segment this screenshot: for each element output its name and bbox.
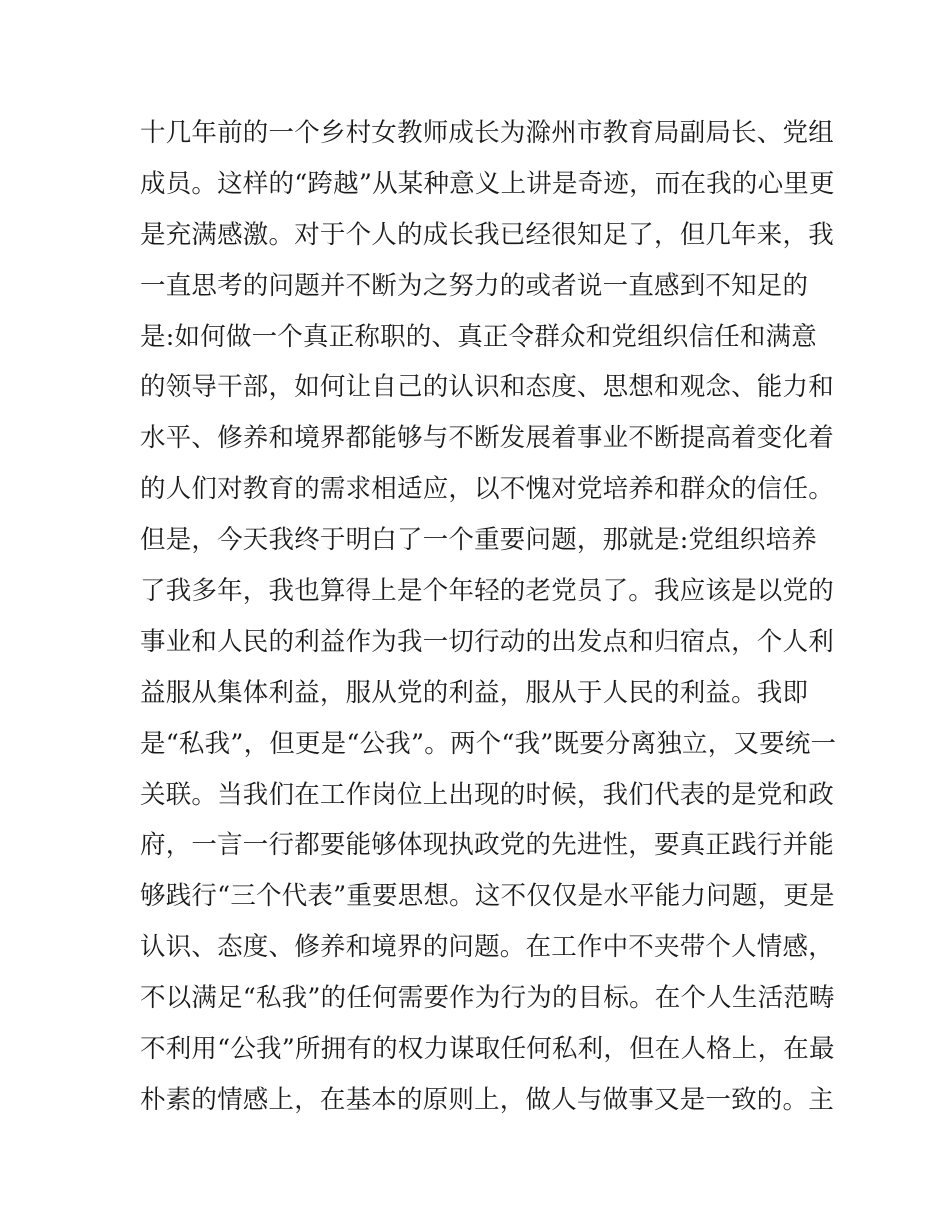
text-line-12: 益服从集体利益，服从党的利益，服从于人民的利益。我即 <box>140 677 809 708</box>
text-line-3: 是充满感激。对于个人的成长我已经很知足了，但几年来，我 <box>140 219 834 250</box>
text-line-20: 朴素的情感上，在基本的原则上，做人与做事又是一致的。主 <box>140 1084 834 1115</box>
text-line-13: 是“私我”，但更是“公我”。两个“我”既要分离独立，又要统一 <box>140 728 837 759</box>
text-line-17: 认识、态度、修养和境界的问题。在工作中不夹带个人情感， <box>140 932 834 963</box>
text-line-5: 是:如何做一个真正称职的、真正令群众和党组织信任和满意 <box>140 321 817 352</box>
text-line-9: 但是，今天我终于明白了一个重要问题，那就是:党组织培养 <box>140 525 817 556</box>
text-line-16: 够践行“三个代表”重要思想。这不仅仅是水平能力问题，更是 <box>140 881 835 912</box>
text-line-8: 的人们对教育的需求相适应，以不愧对党培养和群众的信任。 <box>140 474 834 505</box>
text-line-1: 十几年前的一个乡村女教师成长为滁州市教育局副局长、党组 <box>140 118 834 148</box>
text-line-7: 水平、修养和境界都能够与不断发展着事业不断提高着变化着 <box>140 423 834 454</box>
text-line-11: 事业和人民的利益作为我一切行动的出发点和归宿点，个人利 <box>140 626 834 657</box>
text-line-15: 府，一言一行都要能够体现执政党的先进性，要真正践行并能 <box>140 830 834 861</box>
body-text <box>140 108 837 1126</box>
text-line-10: 了我多年，我也算得上是个年轻的老党员了。我应该是以党的 <box>140 576 834 607</box>
text-line-19: 不利用“公我”所拥有的权力谋取任何私利，但在人格上，在最 <box>140 1034 835 1065</box>
text-line-6: 的领导干部，如何让自己的认识和态度、思想和观念、能力和 <box>140 372 834 403</box>
text-line-18: 不以满足“私我”的任何需要作为行为的目标。在个人生活范畴 <box>140 983 835 1014</box>
text-line-4: 一直思考的问题并不断为之努力的或者说一直感到不知足的 <box>140 270 809 301</box>
text-line-14: 关联。当我们在工作岗位上出现的时候，我们代表的是党和政 <box>140 779 834 810</box>
text-line-2: 成员。这样的“跨越”从某种意义上讲是奇迹，而在我的心里更 <box>140 168 835 199</box>
